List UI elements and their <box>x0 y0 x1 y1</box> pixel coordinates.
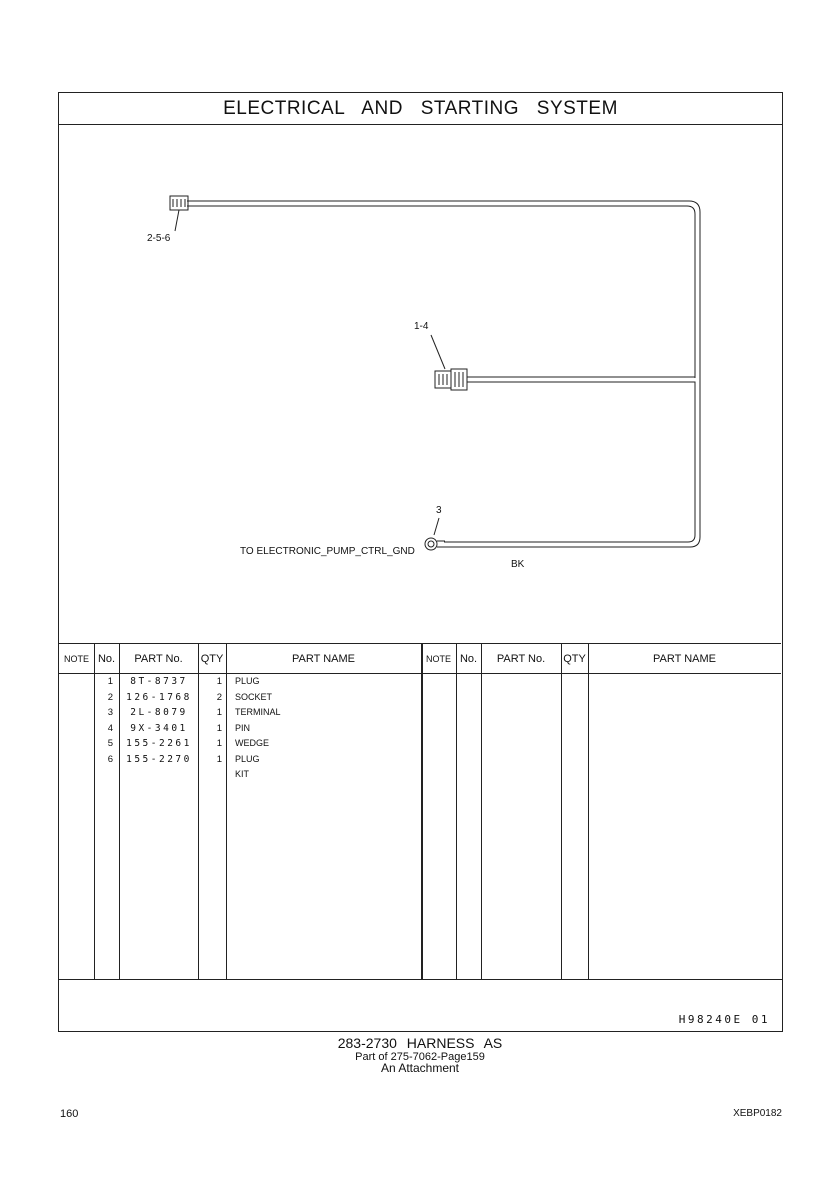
doc-code: XEBP0182 <box>733 1108 782 1119</box>
caption-part-of: Part of 275-7062-Page159 <box>355 1051 485 1063</box>
row-part-name: TERMINAL <box>235 707 281 717</box>
row-qty: 1 <box>216 722 222 734</box>
row-qty: 1 <box>216 753 222 765</box>
row-qty: 1 <box>216 676 222 687</box>
header-part-name-right: PART NAME <box>653 652 716 665</box>
row-qty: 2 <box>216 691 222 703</box>
row-no: 4 <box>107 722 113 734</box>
wire-top-inner <box>187 206 695 378</box>
row-part-name: PIN <box>235 722 251 733</box>
page-title: ELECTRICAL AND STARTING SYSTEM <box>59 93 782 125</box>
row-part-no: 155-2261 <box>126 738 192 749</box>
callout-2-5-6: 2-5-6 <box>147 233 171 244</box>
leader-2-5-6 <box>175 210 179 231</box>
wire-top <box>187 201 700 378</box>
caption-attachment: An Attachment <box>380 1061 460 1075</box>
row-qty: 1 <box>216 707 222 718</box>
leader-3 <box>434 518 439 535</box>
row-part-no: 8T-8737 <box>130 676 188 687</box>
row-part-no: 155-2270 <box>126 753 192 765</box>
header-no-right: No. <box>459 652 478 665</box>
row-no: 2 <box>107 691 113 703</box>
col-divider <box>226 643 227 980</box>
header-part-no: PART No. <box>134 652 183 665</box>
drawing-code: H98240E 01 <box>678 1013 770 1026</box>
parts-table <box>59 643 781 980</box>
wire-mid-inner <box>467 382 695 388</box>
harness-diagram <box>59 125 781 643</box>
callout-3: 3 <box>436 505 442 516</box>
row-part-name: PLUG KIT <box>235 753 260 779</box>
header-part-name: PART NAME <box>292 652 355 665</box>
harness-drawing <box>59 125 781 643</box>
wire-bottom-inner <box>444 388 695 542</box>
row-part-no: 2L-8079 <box>130 707 188 718</box>
row-no: 5 <box>107 738 113 749</box>
row-part-name: SOCKET <box>235 691 273 702</box>
col-divider <box>588 643 589 980</box>
row-part-name: PLUG <box>235 676 260 686</box>
parts-page-frame <box>58 92 783 1032</box>
leader-1-4 <box>431 335 445 369</box>
wire-bottom <box>444 378 700 547</box>
header-qty-right: QTY <box>563 652 586 665</box>
caption-title: 283-2730 HARNESS AS <box>337 1035 503 1051</box>
header-note: NOTE <box>63 653 89 664</box>
row-part-name: WEDGE <box>235 738 270 748</box>
row-part-no: 9X-3401 <box>130 722 188 734</box>
row-part-no: 126-1768 <box>126 691 192 703</box>
col-divider <box>456 643 457 980</box>
col-divider-center <box>421 643 423 980</box>
header-note-right: NOTE <box>425 653 451 664</box>
row-qty: 1 <box>216 738 222 749</box>
row-no: 6 <box>107 753 113 765</box>
header-part-no-right: PART No. <box>496 652 546 665</box>
row-no: 3 <box>107 707 113 718</box>
header-no: No. <box>97 652 116 665</box>
callout-1-4: 1-4 <box>414 321 429 332</box>
page-number: 160 <box>60 1108 79 1120</box>
col-divider <box>561 643 562 980</box>
col-divider <box>481 643 482 980</box>
header-qty: QTY <box>200 652 224 665</box>
ring-terminal-3 <box>425 538 437 550</box>
ground-label: TO ELECTRONIC_PUMP_CTRL_GND <box>240 546 415 557</box>
table-bottom-border <box>59 979 782 980</box>
wire-color-label: BK <box>511 559 525 570</box>
row-no: 1 <box>107 676 113 687</box>
